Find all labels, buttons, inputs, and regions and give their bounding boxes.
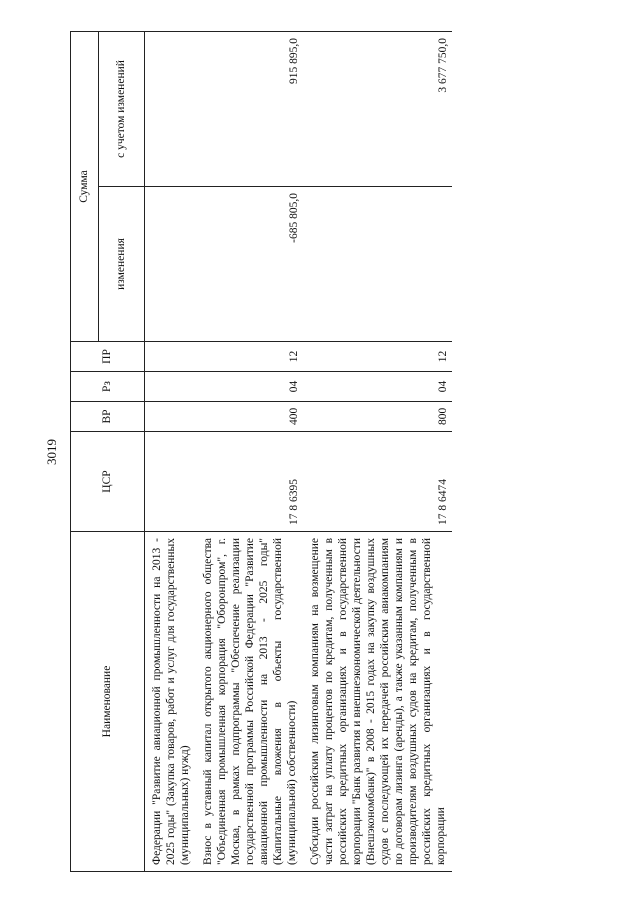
row-csr: 17 8 6474 [303,432,452,532]
row-pr [145,342,197,372]
page-number: 3019 [44,439,59,465]
header-sum: Сумма [71,31,99,341]
row-pr: 12 [196,342,303,372]
row-name: Федерации "Развитие авиационной промышленности на 2013 - 2025 годы" (Закупка товаров, работ и услуг для государственных (муниципальных) нужд) [145,532,197,872]
header-rz: Рз [71,372,145,402]
row-csr [145,432,197,532]
row-rz: 04 [196,372,303,402]
table-row [145,31,197,871]
header-total: с учетом изменений [99,31,145,186]
table-header [71,31,145,871]
row-name: Субсидии российским лизинговым компаниям на возмещение части затрат на уплату процентов по кредитам, полученным в российских кредитных организациях и в государственной корпорации "Банк развития и внешнеэкономической деятельности (Внешэкономбанк)" в 2008 - 2015 годах на закупку воздушных судов с последующей их передачей российским авиакомпаниям по договорам лизинга (аренды), а также указанным компаниям и производителям воздушных судов на кредитам, полученным в российских кредитных организациях и в государственной корпорации [303,532,452,872]
table-row [303,31,452,871]
row-change [303,187,452,342]
row-change [145,187,197,342]
row-name: Взнос в уставный капитал открытого акционерного общества "Объединенная промышленная корпорация "Оборонпром", г. Москва, в рамках подпрограммы "Обеспечение реализации государственной программы Российской Федерации "Развитие авиационной промышленности на 2013 - 2025 годы" (Капитальные вложения в объекты государственной (муниципальной) собственности) [196,532,303,872]
budget-table [70,31,452,872]
row-vr [145,402,197,432]
table-row [196,31,303,871]
header-pr: ПР [71,342,145,372]
row-pr: 12 [303,342,452,372]
budget-table-sheet [70,32,570,872]
row-total [145,31,197,186]
header-name: Наименование [71,532,145,872]
row-total: 3 677 750,0 [303,31,452,186]
row-rz: 04 [303,372,452,402]
row-change: -685 805,0 [196,187,303,342]
row-vr: 400 [196,402,303,432]
header-csr: ЦСР [71,432,145,532]
row-total: 915 895,0 [196,31,303,186]
row-vr: 800 [303,402,452,432]
header-change: изменения [99,187,145,342]
row-rz [145,372,197,402]
header-vr: ВР [71,402,145,432]
row-csr: 17 8 6395 [196,432,303,532]
